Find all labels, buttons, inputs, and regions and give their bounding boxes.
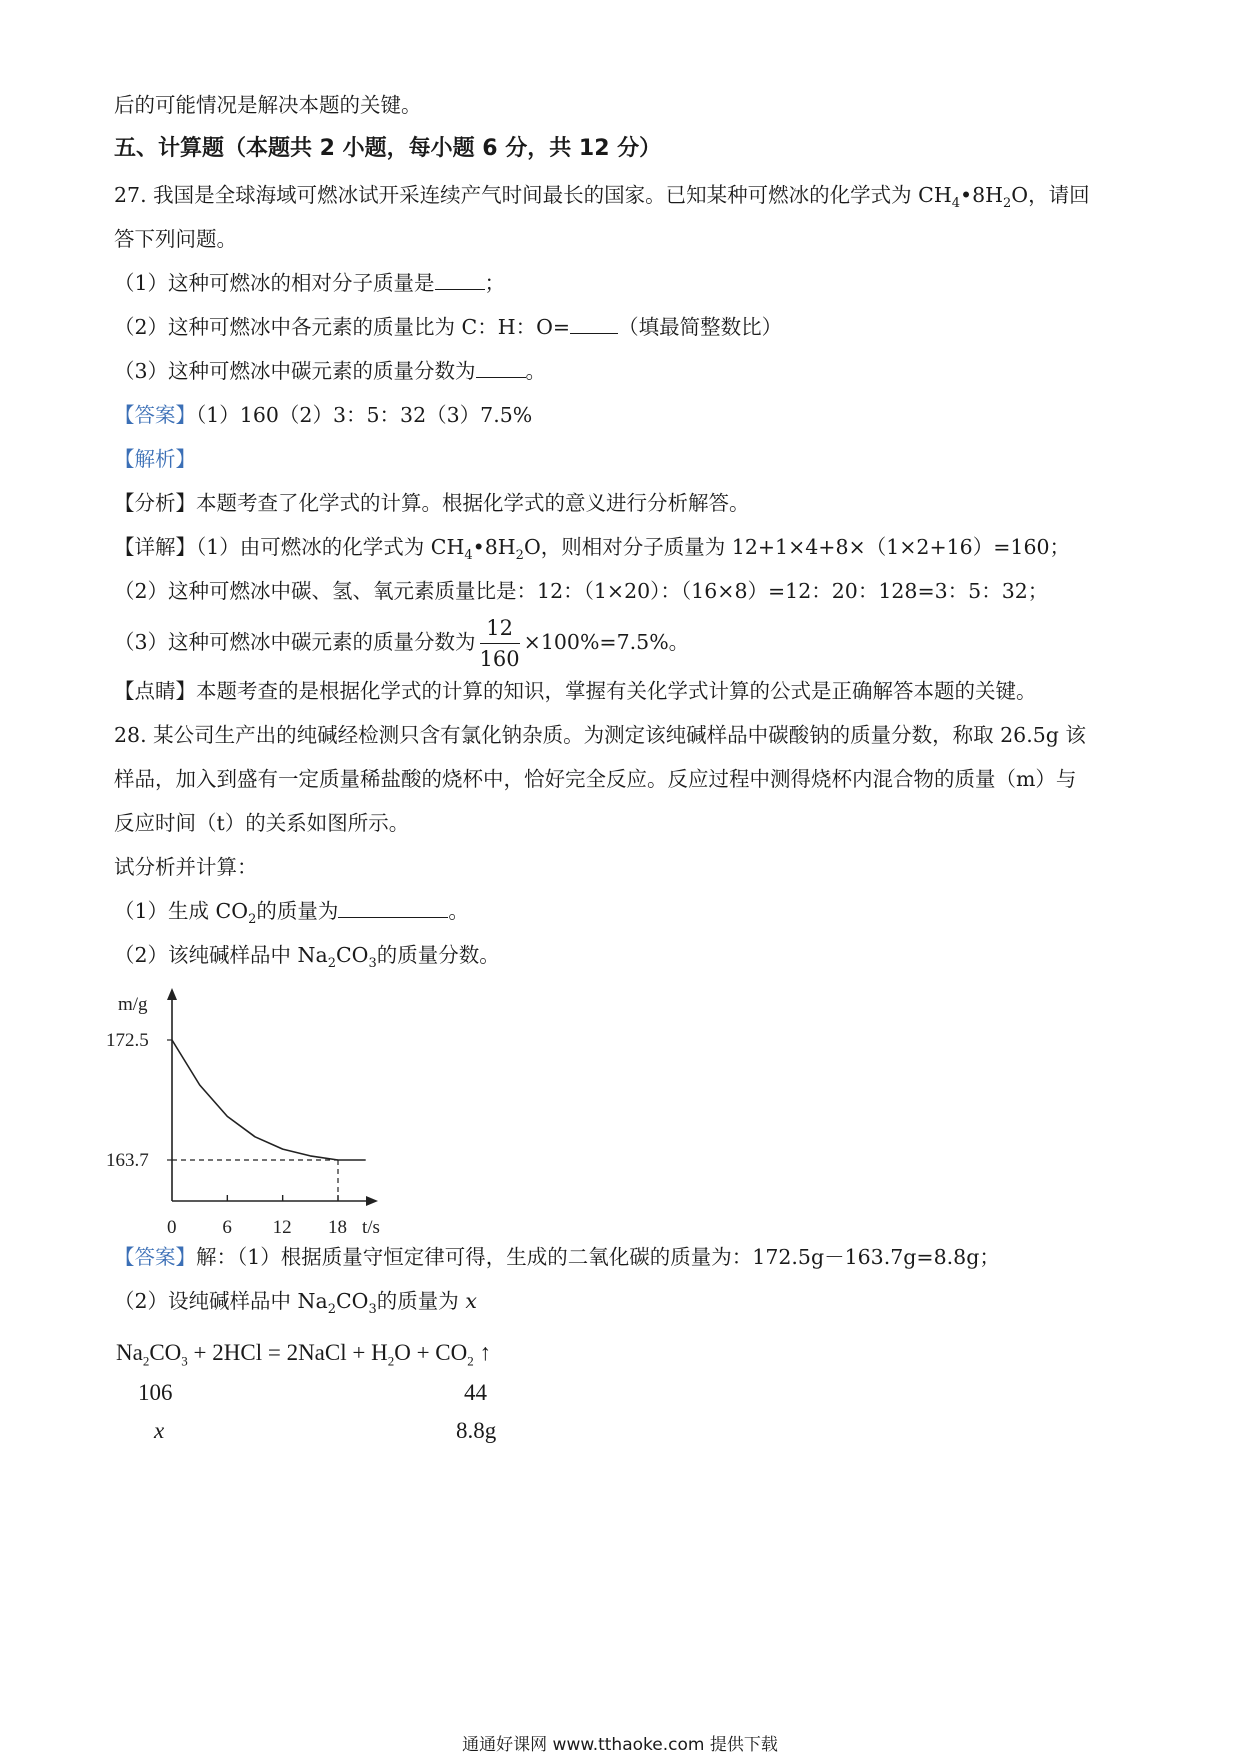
denominator: 160 [480, 644, 520, 674]
text: ×100%=7.5%。 [524, 630, 690, 654]
text: （3）这种可燃冰中碳元素的质量分数为 [114, 359, 476, 383]
answer-blank [435, 271, 485, 290]
subscript: 2 [388, 1354, 395, 1369]
question-28-1 [114, 898, 469, 924]
text-line [114, 92, 422, 118]
mass-time-chart [100, 980, 420, 1240]
eq-value: 106 [138, 1380, 173, 1406]
text: 的质量分数。 [377, 943, 500, 967]
eq-text: + 2HCl = 2NaCl + H [194, 1340, 388, 1365]
answer-blank [570, 315, 618, 334]
subscript: 3 [369, 956, 377, 971]
heading-text: 五、计算题（本题共 2 小题，每小题 6 分，共 12 分） [114, 136, 661, 161]
answer-blank [338, 899, 448, 918]
eq-value: 8.8g [456, 1418, 496, 1444]
x-tick-label: 18 [328, 1217, 347, 1238]
text: 本题考查了化学式的计算。根据化学式的意义进行分析解答。 [196, 491, 750, 515]
subscript: 2 [467, 1354, 474, 1369]
question-27-3 [114, 358, 546, 384]
text: O，则相对分子质量为 12+1×4+8×（1×2+16）=160； [524, 535, 1070, 559]
text: 试分析并计算： [114, 855, 258, 879]
eq-value: 44 [464, 1380, 487, 1406]
text: 后的可能情况是解决本题的关键。 [114, 93, 422, 117]
xiangjie-line [114, 534, 1070, 560]
answer-27 [114, 402, 532, 428]
eq-text: CO [149, 1340, 181, 1365]
section-heading [114, 136, 661, 162]
text: （2）设纯碱样品中 Na [114, 1289, 328, 1313]
subscript: 2 [516, 548, 524, 563]
text: （2）该纯碱样品中 Na [114, 943, 328, 967]
text: 样品，加入到盛有一定质量稀盐酸的烧杯中，恰好完全反应。反应过程中测得烧杯内混合物的质量（m）与 [114, 767, 1076, 791]
chemical-equation [116, 1340, 491, 1366]
text: 的质量为 [377, 1289, 459, 1313]
answer-tag: 【答案】 [114, 1245, 196, 1269]
subscript: 4 [464, 548, 472, 563]
y-axis-label: m/g [118, 994, 148, 1015]
text-line [114, 854, 258, 880]
question-27-2 [114, 314, 782, 340]
text: （1）这种可燃冰的相对分子质量是 [114, 271, 435, 295]
subscript: 2 [1003, 196, 1011, 211]
mass-curve [172, 1040, 366, 1160]
eq-variable: x [154, 1418, 164, 1444]
x-tick-label: 12 [273, 1217, 292, 1238]
dianjing-line [114, 678, 1037, 704]
text: ； [485, 271, 506, 295]
text: （3）这种可燃冰中碳元素的质量分数为 [114, 630, 476, 654]
text: O，请回 [1011, 183, 1089, 207]
answer-tag: 【答案】 [114, 403, 196, 427]
tag: 【分析】 [114, 491, 196, 515]
answer-28-2 [114, 1288, 477, 1314]
text-line [114, 766, 1076, 792]
text: 的质量为 [256, 899, 338, 923]
subscript: 2 [328, 1302, 336, 1317]
text: 答下列问题。 [114, 227, 237, 251]
y-tick-label: 172.5 [106, 1030, 149, 1051]
text: CO [336, 943, 369, 967]
tag: 【点睛】 [114, 679, 196, 703]
question-28-2 [114, 942, 500, 968]
analysis-tag-line [114, 446, 196, 472]
x-tick-label: 6 [222, 1217, 232, 1238]
text: 28. 某公司生产出的纯碱经检测只含有氯化钠杂质。为测定该纯碱样品中碳酸钠的质量分数，称取 26.5g 该 [114, 723, 1086, 747]
answer-blank [476, 359, 526, 378]
text: •8H [473, 535, 516, 559]
fraction [480, 613, 520, 674]
text-line [114, 810, 409, 836]
subscript: 2 [143, 1354, 150, 1369]
numerator: 12 [480, 613, 520, 644]
text: （2）这种可燃冰中碳、氢、氧元素质量比是：12：（1×20）：（16×8）=12：20：128=3：5：32； [114, 579, 1048, 603]
question-27-1 [114, 270, 505, 296]
answer-28 [114, 1244, 1000, 1270]
subscript: 3 [369, 1302, 377, 1317]
eq-text: O + CO [394, 1340, 467, 1365]
x-tick-label: 0 [167, 1217, 177, 1238]
gas-arrow: ↑ [480, 1340, 492, 1365]
page-footer: 通通好课网 www.tthaoke.com 提供下载 [0, 1730, 1240, 1755]
text: 本题考查的是根据化学式的计算的知识，掌握有关化学式计算的公式是正确解答本题的关键。 [196, 679, 1037, 703]
y-axis-arrow [167, 988, 177, 1000]
text-line [114, 226, 237, 252]
analysis-tag: 【解析】 [114, 447, 196, 471]
y-tick-label: 163.7 [106, 1150, 149, 1171]
text-line [114, 578, 1048, 604]
text: （1）160（2）3：5：32（3）7.5% [196, 403, 532, 427]
subscript: 2 [248, 912, 256, 927]
text: （1）生成 CO [114, 899, 248, 923]
x-axis-arrow [366, 1196, 378, 1206]
question-27-line [114, 182, 1090, 208]
x-axis-label: t/s [362, 1217, 380, 1238]
text: 解：（1）根据质量守恒定律可得，生成的二氧化碳的质量为：172.5g－163.7g=8.8g； [196, 1245, 1000, 1269]
subscript: 4 [952, 196, 960, 211]
subscript: 3 [181, 1354, 188, 1369]
fraction-line [114, 612, 689, 674]
tag: 【详解】 [114, 535, 196, 559]
text: 反应时间（t）的关系如图所示。 [114, 811, 409, 835]
text: 。 [448, 899, 469, 923]
text: 。 [526, 359, 547, 383]
text: CO [336, 1289, 369, 1313]
text: 27. 我国是全球海域可燃冰试开采连续产气时间最长的国家。已知某种可燃冰的化学式为 CH [114, 183, 952, 207]
subscript: 2 [328, 956, 336, 971]
text: （填最简整数比） [618, 315, 782, 339]
question-28-line [114, 722, 1086, 748]
text: （2）这种可燃冰中各元素的质量比为 C：H：O= [114, 315, 570, 339]
fenxi-line [114, 490, 750, 516]
eq-text: Na [116, 1340, 143, 1365]
text: •8H [960, 183, 1003, 207]
text: （1）由可燃冰的化学式为 CH [196, 535, 464, 559]
variable: x [465, 1289, 477, 1313]
